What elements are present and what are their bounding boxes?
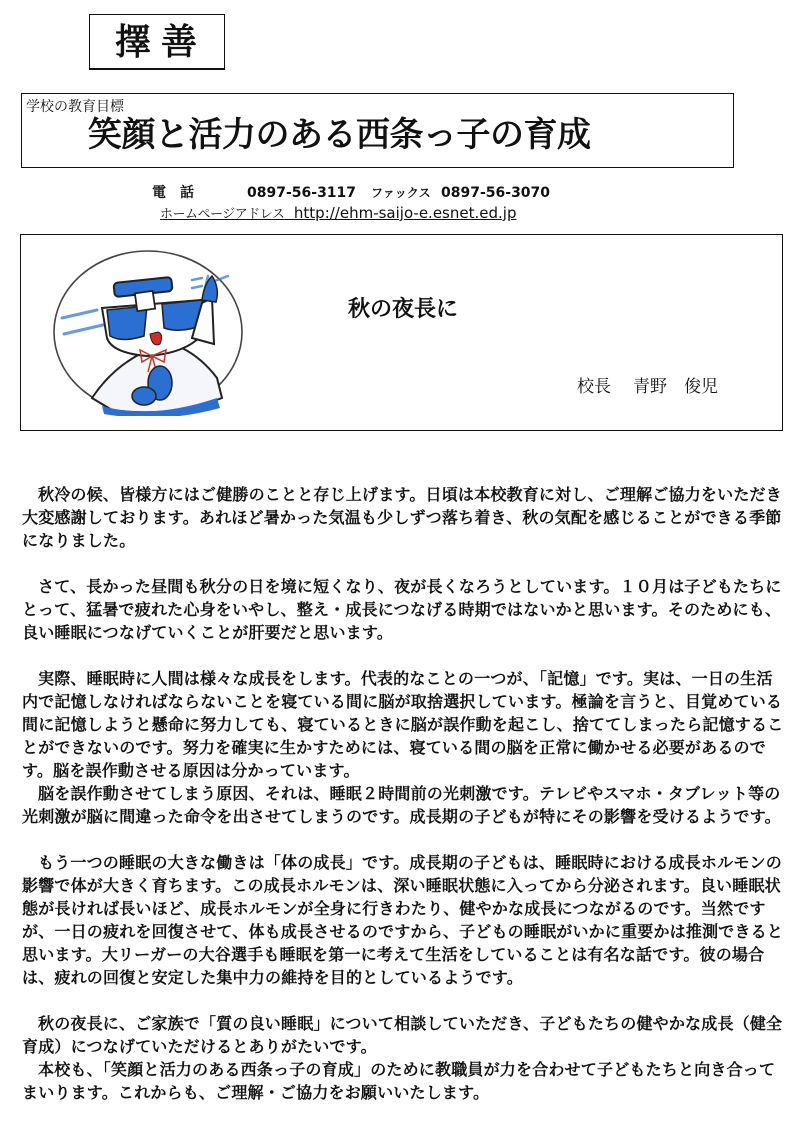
school-goal-title: 笑顔と活力のある西条っ子の育成 xyxy=(88,115,591,155)
contact-homepage-row xyxy=(160,203,550,224)
school-goal-label: 学校の教育目標 xyxy=(26,99,124,115)
homepage-label: ホームページアドレス xyxy=(160,206,285,222)
homepage-url: http://ehm-saijo-e.esnet.ed.jp xyxy=(293,203,517,222)
article-title: 秋の夜長に xyxy=(348,297,459,322)
phone-number: 0897-56-3117 xyxy=(247,185,357,201)
body-paragraph: 本校も、「笑顔と活力のある西条っ子の育成」のために教職員が力を合わせて子どもたちと向き合ってまいります。これからも、ご理解・ご協力をお願いいたします。 xyxy=(22,1060,776,1102)
school-goal-box xyxy=(21,93,734,168)
body-paragraph: さて、長かった昼間も秋分の日を境に短くなり、夜が長くなろうとしています。１０月は子どもたちにとって、猛暑で疲れた心身をいやし、整え・成長につなげる時期ではないかと思います。そのためにも、良い睡眠につなげていくことが肝要だと思います。 xyxy=(22,577,782,642)
school-mascot-icon xyxy=(52,248,244,416)
fax-number: 0897-56-3070 xyxy=(441,185,551,201)
article-author xyxy=(577,372,718,397)
contact-phone-fax-row xyxy=(152,184,550,203)
newsletter-logo-box xyxy=(89,14,225,70)
article-header-box xyxy=(20,234,783,431)
body-paragraph: もう一つの睡眠の大きな働きは「体の成長」です。成長期の子どもは、睡眠時における成長ホルモンの影響で体が大きく育ちます。この成長ホルモンは、深い睡眠状態に入ってから分泌されます。良い睡眠状態が長ければ長いほど、成長ホルモンが全身に行きわたり、健やかな成長につながるのです。当然ですが、一日の疲れを回復させて、体も成長させるのですから、子どもの睡眠がいかに重要かは推測できると思います。大リーガーの大谷選手も睡眠を第一に考えて生活をしていることは有名な話です。彼の場合は、疲れの回復と安定した集中力の維持を目的としているようです。 xyxy=(22,853,784,987)
body-paragraph: 実際、睡眠時に人間は様々な成長をします。代表的なことの一つが、「記憶」です。実は、一日の生活内で記憶しなければならないことを寝ている間に脳が取捨選択しています。極論を言うと、目覚めている間に記憶しようと懸命に努力しても、寝ているときに脳が誤作動を起こし、捨ててしまったら記憶することができないのです。努力を確実に生かすためには、寝ている間の脳を正常に働かせる必要があるのです。脳を誤作動させる原因は分かっています。 xyxy=(22,669,784,780)
fax-label: ファックス xyxy=(371,186,431,200)
phone-label: 電 話 xyxy=(152,185,194,201)
body-paragraph: 秋の夜長に、ご家族で「質の良い睡眠」について相談していただき、子どもたちの健やかな成長（健全育成）につなげていただけるとありがたいです。 xyxy=(22,1014,783,1056)
body-paragraph: 秋冷の候、皆様方にはご健勝のことと存じ上げます。日頃は本校教育に対し、ご理解ご協力をいただき大変感謝しております。あれほど暑かった気温も少しずつ落ち着き、秋の気配を感じることができる季節になりました。 xyxy=(22,485,782,550)
body-paragraph: 脳を誤作動させてしまう原因、それは、睡眠２時間前の光刺激です。テレビやスマホ・タブレット等の光刺激が脳に間違った命令を出させてしまうのです。成長期の子どもが特にその影響を受けるようです。 xyxy=(22,784,781,826)
contact-info xyxy=(152,184,550,223)
author-name: 青野 俊児 xyxy=(633,377,718,397)
newsletter-logo-text: 擇善 xyxy=(114,20,207,63)
homepage-link[interactable] xyxy=(160,204,516,222)
article-body xyxy=(22,483,784,1104)
author-role: 校長 xyxy=(577,377,611,397)
